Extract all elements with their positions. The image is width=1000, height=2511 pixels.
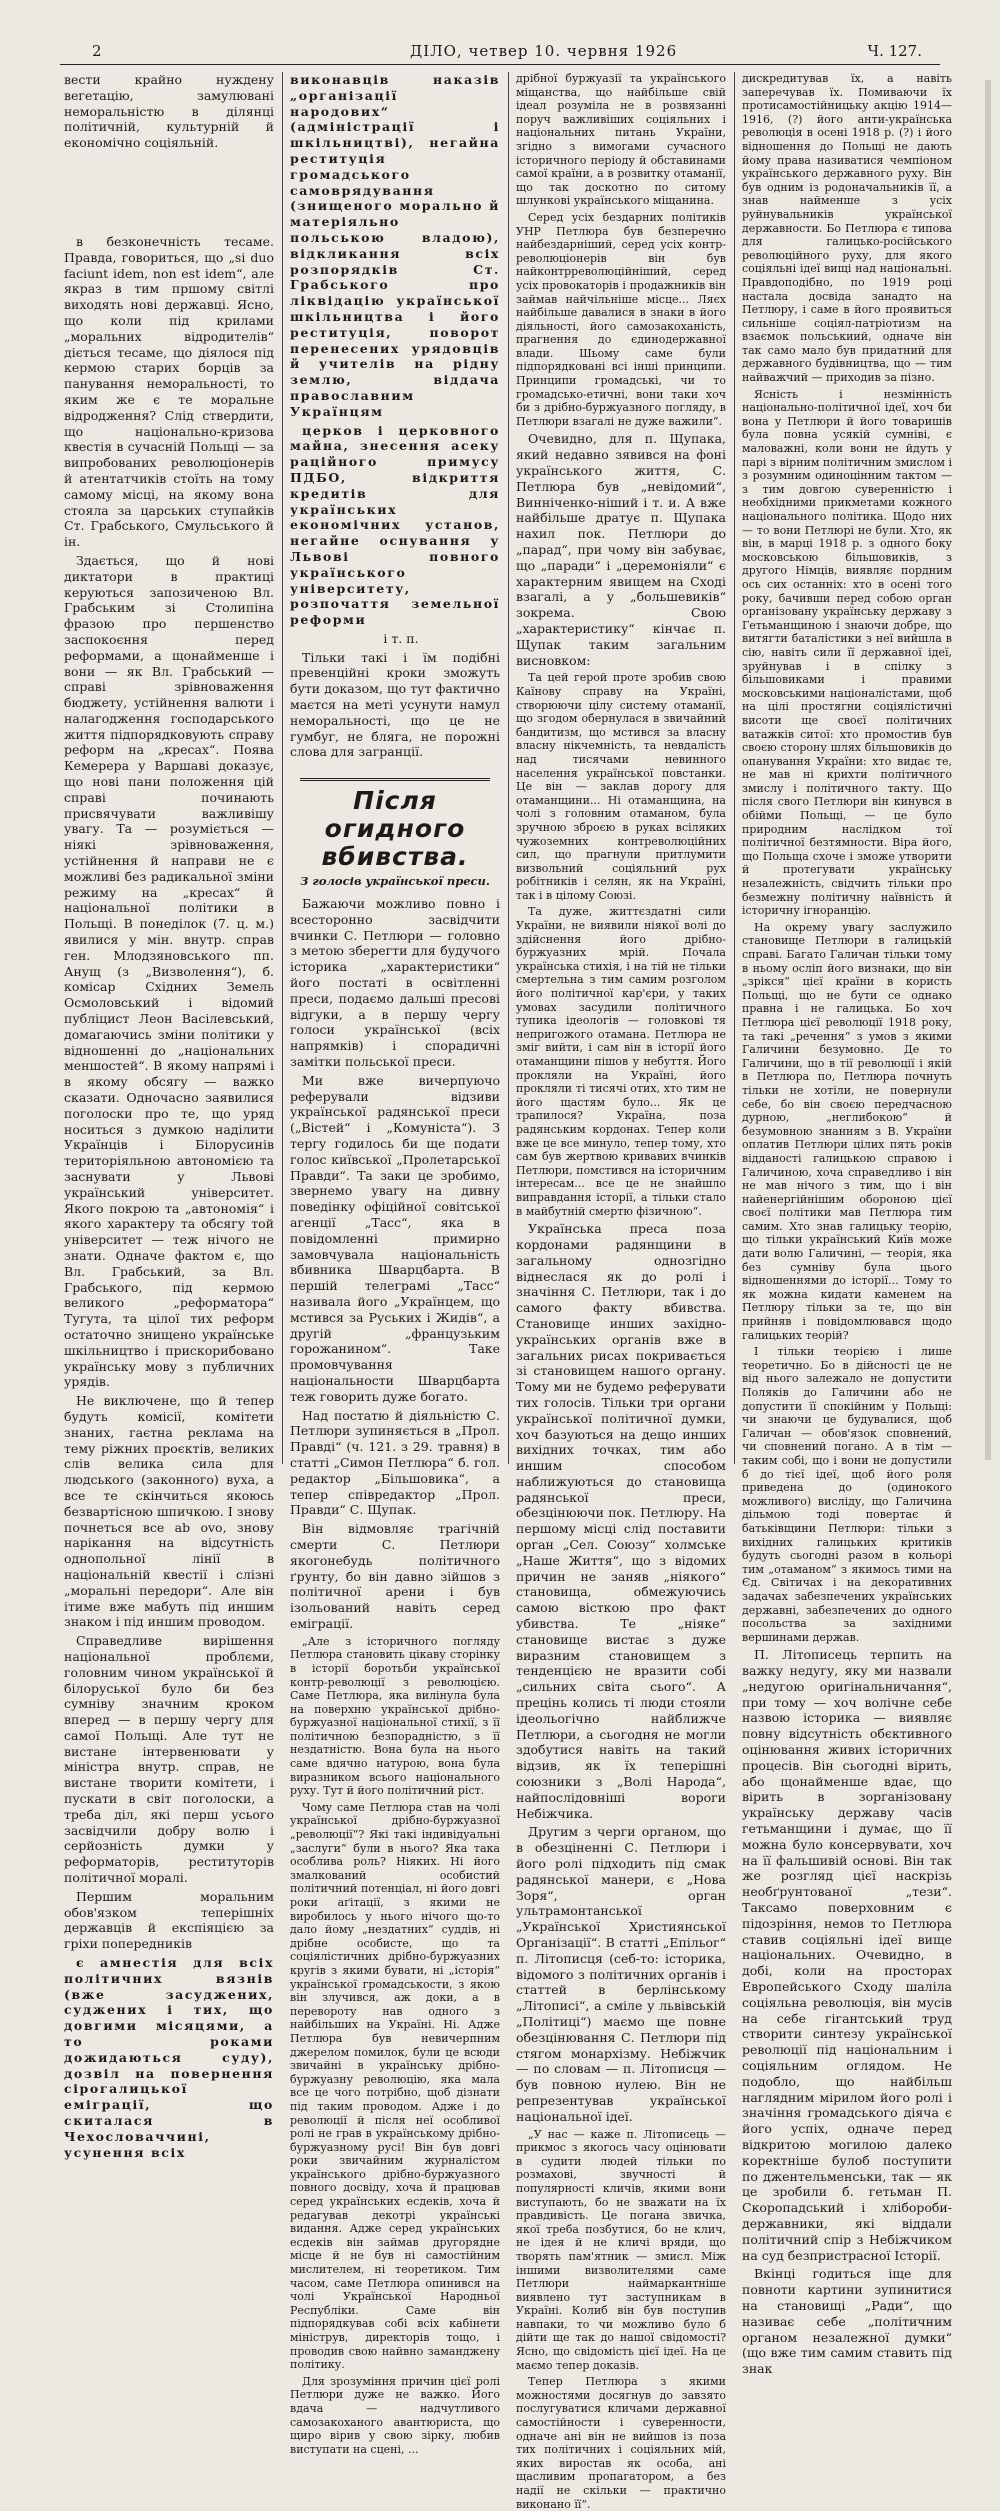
c2-paragraph: Над постатю й діяльністю С. Петлюри зупиняється в „Прол. Правді“ (ч. 121. з 29. травня) в статті „Симон Петлюра“ б. гол. редактор „Більшовика“, а тепер співредактор „Прол. Правди“ С. Щупак. [290,1407,500,1518]
column-3 [516,72,726,2511]
column-4 [742,72,953,2377]
c4-paragraph: П. Літописець терпить на важку недугу, яку ми назвали „недугою оригінальничання“, при тому — хоч волічне себе назвою історика — виявляє повну відсутність обєктивного оцінювання живих історичних процесів. Він сьогодні вірить, або щонайменше вдає, що вірить в зорганізовану українську державу часів гетьманщини і думає, що її можна було консервувати, хоч на її фальшивій основі. Він так же розгляд цієї наскрізь необґрунтованої „тези“. Таксамо поверховним є підозріння, немов то Петлюра ставив соціяльні ідеї вище національних. Очевидно, в добі, коли на просторах Европейського Сходу шаліла соціяльна революція, він мусів на себе гігантський труд створити синтезу української революції під національним і соціяльним оглядом. Не подобло, що найбільш наглядним мірилом його ролі і значіння громадського діяча є його успіх, одначе перед відкритою могилою далеко коректніше булоб поступити по джентельменськи, так — як це зробили б. гетьман П. Скоропадський і хлібороби-державники, які віддали політичний спір з Небіжчиком на суд безпристрасної Історії. [742,1647,952,2263]
column-2 [290,72,500,2456]
column-divider [508,72,509,1464]
c1-paragraph: Не виключене, що й тепер будуть комісії, комітети знаних, гаєтна реклама на тему ріжних проєктів, великих слів велика сила для людського (законного) вуха, а все те скінчиться якоюсь безвартісною шпичкою. І знову почнеться все ab ovo, знову нарікання на відсутність однопольної лінії в національній квестії і слізні „моральні передори“. Але він ітиме вже мабуть під иншим знаком і під иншим проводом. [64,1393,274,1630]
heading-rule [300,778,490,781]
c2-emphasis-paragraph: церков і церковного майна, знесення асеку раційного примусу ПДБО, відкриття кредитів для українських економічних установ, негайне оснування у Львові повного українського університету, розпочаття земельної реформи [290,422,500,628]
issue-number: Ч. 127. [867,42,922,60]
column-divider [734,72,735,1464]
c2-quote: Для зрозуміння причин цієї ролі Петлюри дуже не важко. Його вдача — надчутливого самозакоханого авантюриста, що щиро вірив у свою зірку, любив виступати на сцені, ... [290,2374,500,2456]
c4-quote: На окрему увагу заслужило становище Петлюри в галицькій справі. Багато Галичан тільки тому в ньому осліп його визнаки, що він „зрікся“ цієї країни в користь Польщі, що не бути се однако правна і не галицька. Бо хоч Петлюра цієї революції 1918 року, та такі „речення“ з умов з якими Галичини безумовно. Де то Галичини, що в тії революції і якій в Петлюра по, Петлюра почнуть тільки не хотіли, не повернули себе, бо він своєю передчасною дурною, „неглибокою“ й безумовною знанням з В. України оплатив Петлюри цілих пять років відданості галицькою справою і Галичиною, хоча справедливо і він не мав нічого з тим, що і він найенергійнішим обороною цієї своєї політики мав Петлюра тим самим. Хто знав галицьку теорію, що тільки український Київ може дати волю Галичині, — теорія, яка без сумніву була цього відношеннями до історії... Тому то як можна кидати каменем на Петлюру тільки за те, що він прийняв і повідомлювався щодо галицьких теорій? [742,920,952,1342]
masthead-title: ДІЛО, четвер 10. червня 1926 [410,42,678,60]
c2-paragraph: і т. п. [383,630,419,646]
c2-emphasis-paragraph: виконавців наказів „організації народових“ (адміністрації і шкільництві), негайна реституція громадського самоврядування (знищеного морально й матеріяльно польською владою), відкликання всіх розпорядків Ст. Грабського про ліквідацію української шкільництва і його реституція, поворот перенесених урядовців й учителів на рідну землю, віддача православним Українцям [290,72,500,419]
c2-paragraph: Тільки такі і їм подібні превенційні кроки зможуть бути доказом, що тут фактично маєтся на меті усунути намул неморальності, що це не гумбуг, не бляга, не порожні слова для загранції. [290,649,500,760]
c1-paragraph: в безконечність тесаме. Правда, говориться, що „si duo faciunt idem, non est idem“, але якраз в тим пршому світлі виходять нові державці. Ясно, що коли під крилами „моральних відродителів“ діється тесаме, що діялося під кермою старих борців за панування неморальності, то яким же є те моральне відродження? Слід ствердити, що національно-кризова квестія в сучасній Польщі — за випробованих революціонерів й атентатчиків стоїть на тому самому місці, на якому вона стояла за царських ступайків Ст. Грабського, Смульського й ін. [64,233,274,550]
c3-quote: Серед усіх бездарних політиків УНР Петлюра був безперечно найбездарніший, серед усіх контр-революціонерів він був найконтрреволюційніший, серед усіх провокаторів і продажників він займав найчільніше місце... Ляєх найбільше давалися в знаки в його діяльності, його самозакоханість, прагнення до єдинодержавної влади. Шьому саме були підпорядковані всі інші принципи. Принципи громадські, чи то громадсько-етичні, вони таки хоч би з дрібно-буржуазного погляду, в Петлюри взагалі не дуже важили“. [516,210,726,428]
blank-area [64,154,274,234]
c3-paragraph: Другим з черги органом, що в обезціненні С. Петлюри і його ролі підходить під смак радянської манери, є „Нова Зоря“, орган ультрамонтанської „Української Християнської Організації“. В статті „Епільог“ п. Літописця (себ-то: історика, відомого з політичних органів і статтей в берлінському „Літописі“, а сміле у львівській „Політиці“) маємо ще повне обезцінювання С. Петлюри під стягом монархізму. Небіжчик — по словам — п. Літописця — був повною нулею. Він не репрезентував української національної ідеї. [516,1824,726,2124]
binding-edge [985,80,991,1460]
c2-paragraph: Бажаючи можливо повно і всесторонно засвідчити вчинки С. Петлюри — головно з метою зберегти для будучого історика „характеристики“ його постаті в освітленні преси, подаємо дальші пресові відгуки, а в першу чергу голоси української (всіх напрямків) і спорадичні замітки польської преси. [290,896,500,1070]
c3-quote: Тепер Петлюра з якими можностями досягнув до завзято послугуватися кличами державної самостійности і суверенности, одначе ані він не вийшов із поза тих політичних і соціяльних мій, яких виростав як особа, ані щасливим пропагатором, а без надії не скільки — практично виконано її“. [516,2375,726,2511]
c3-quote: Та дуже, життєздатні сили України, не виявили ніякої волі до здійснення його дрібно-буржуазних мрій. Почала українська стихія, і на тій не тільки смертельна з тим самим розголом його політичної кар'єри, у таких умовах засудили політичного тупика ідеологів — головкові тя непригожого отамана. Петлюра не зміг вийти, і сам він в історії його отаманщини пішов у небуття. Його прокляли на Україні, його прокляли ті тисячі отих, хто тим не його щастям було... Як це трапилося? Україна, поза радянським кордонах. Тепер коли вже це все минуло, тепер тому, хто сам був жертвою кривавих вчинків Петлюри, помстився на історичним інтересам... все це не знайшло виправдання історії, а тільки стало в майбутній смертю фізичною“. [516,905,726,1218]
c1-paragraph: вести крайно нуждену вегетацію, замулювані неморальністю в ділянці політичній, культурній й економічно соціяльній. [64,72,274,151]
c2-quote: „Але з історичного погляду Петлюра становить цікаву сторінку в історії боротьби української контр-революції з революцією. Саме Петлюра, яка вилінула була на поверхню української дрібно-буржуазної національної стихії, з її політичною безпорадністю, з її нездатністю. Вона була на нього саме вдячно натурою, вона була виразником всього національного руху. Тут й його політичний ріст. [290,1634,500,1798]
c3-quote: „У нас — каже п. Літописець — прикмос з якогось часу оцінювати в судити людей тільки по розмахові, звучності й популярності кличів, якими вони виступають, бо не зважати на їх правдивість. Це погана звичка, якої треба позбутися, бо не клич, не ідея й не кличі вряди, що творять пам'ятник — змисл. Між іншими визволителями саме Петлюри наймаркантніше виявлено тут заступникам в Україні. Колиб він був поступив навпаки, то чи можливо було б дійти ще так до нашої свідомості? Ясно, що свідомість цієї ідеї. На це маємо тепер доказів. [516,2127,726,2372]
c3-paragraph: Очевидно, для п. Щупака, який недавно зявився на фоні українського життя, С. Петлюра був „невідомий“, Винніченко-ніший і т. и. А вже найбільше дратує п. Щупака нахил пок. Петлюри до „парад“, при чому він забуває, що „паради“ і „церемоніяли“ є характерним явищем на Сході взагалі, а у „большевиків“ зокрема. Свою „характеристику“ кінчає п. Щупак таким загальним висновком: [516,431,726,668]
c1-paragraph: Справедливе вирішення національної проблєми, головним чином української й білоруської було би без сумніву значним кроком вперед — в першу чергу для самої Польщі. Але тут не вистане інтервенювати у міністра внутр. справ, не вистане творити комітети, і пускати в світ поголоски, а треба діл, які перш усього засвідчили добру волю і серйозність думки у реформаторів, реституторів політичної моралі. [64,1633,274,1886]
c1-paragraph: Здається, що й нові диктатори в практиці керуються запозиченою Вл. Грабським зі Столипіна фразою про першенство заспокоєння перед реформами, а щонайменше і вони — як Вл. Грабський — справі зрівноваження бюджету, устійнення валюти і налагодження господарського життя підпорядковують справу реформ на „кресах“. Поява Кемерера у Варшаві доказує, що нові пани положення цій справі починають присвячувати важливішу увагу. Та — розуміється — ніякі зрівноваження, устійнення й направи не є можливі без радикальної зміни режиму на „кресах“ й національної політики в Польщі. В понеділок (7. ц. м.) явилися у мін. внутр. справ ген. Млодзяновського пп. Анущ (з „Визволення“), б. комісар Східних Земель Осмоловський і відомий публіцист Леон Васілевський, домагаючись зміни політики у відношенні до „національних меншостей“. В якому напрямі і в якому обсягу — важко сказати. Одночасно заявилися поголоски про те, що уряд носиться з думкою наділити Українців і Білорусинів територіяльною автономією та заснувати у Львові український університет. Якого покрою та „автономія“ і якого характеру та обсягу той університет — теж нічого не знати. Одначе фактом є, що Вл. Грабський, за Вл. Грабського, під кермою великого „реформатора“ Тугута, та цілої тих реформ остаточно знищено українське шкільництво і прискорибовано українську мову з публичних урядів. [64,552,274,1390]
c3-paragraph: Українська преса поза кордонами радянщини в загальному однозгідно віднеслася як до ролі і значіння С. Петлюри, так і до самого факту вбивства. Становище инших західно-українських органів вже в загальних рисах покривається зі становищем нашого органу. Тому ми не будемо реферувати тих голосів. Тільки три органи української політичної думки, хоч базуються на дещо инших вихідних точках, тим або иншим способом наближуються до становища радянської преси, обезцінюючи пок. Петлюру. На першому місці слід поставити орган „Сел. Союзу“ холмське „Наше Життя“, що з відомих причин не заняв „ніякого“ становища, обмежуючись самою вісткою про факт убивства. Те „ніяке“ становище вистає з дуже виразним становищем з тенденцією не вразити собі „сильних світа сього“. А прецінь колись ті люди стояли ідеольогічно найближче Петлюри, а сьогодня не могли здобутися навіть на такий відзив, як їх теперішні союзники з „Волі Народа“, найпослідовніші вороги Небіжчика. [516,1221,726,1821]
c2-paragraph: Ми вже вичерпуючо реферували відзиви української радянської преси („Вістей“ і „Комуніста“). З тергу годилось би ще подати голос київської „Пролетарської Правди“. Та заки це зробимо, звернемо увагу на дивну поведінку офіційної совітської агенції „Тасс“, яка в повідомленні примирно замовчувала національність вбивника Шварцбарта. В першій телеграмі „Тасс“ називала його „Українцем, що мстився за Руських і Жидів“, а другій „французьким горожанином“. Таке промовчування національности Шварцбарта теж говорить дуже богато. [290,1072,500,1404]
page-number: 2 [92,42,102,60]
article-title: Після огидного вбивства. [321,786,469,872]
page-header [80,42,930,64]
c2-paragraph: Він відмовляє трагічній смерти С. Петлюри якогонебудь політичного ґрунту, бо він давно зійшов з політичної арени і був ізольований навіть серед еміграції. [290,1521,500,1631]
article-heading [290,778,500,890]
c4-quote: І тільки теорією і лише теоретично. Бо в дійсності це не від нього залежало не допустити Поляків до Галичини або не допустити її спокійним у Польщі: чи знаючи це будувалися, щоб Галичан — обов'язок сповнений, чи сповнений погано. А в тім — таким собі, що і вони не допустили б до тієї ідеї, щоб його роля приведена до (одинокого можливого) висліду, що Галичина дільмою тоді повертає й батьківщини Петлюри: тільки з вихідних галицьких критиків будуть сьогодні разом в кольорі тим „отаманом“ з якимось тими на Єд. Світичах і на декоративних задачах забезпечених українських державні, забезпечених до одного посольства за західними вершинами держав. [742,1345,952,1644]
article-subtitle: З голосів української преси. [300,874,490,889]
header-rule [60,64,940,65]
c4-paragraph: Вкінці годиться іще для повноти картини зупинитися на становищі „Ради“, що називає себе „політичним органом незалежної думки“ (що вже тим самим ставить під знак [742,2266,952,2377]
c3-quote: Та цей герой проте зробив свою Каїнову справу на Україні, створюючи цілу систему отаманії, що згодом обернулася в звичайний бандитизм, що мстився за власну власну нікчемність, та невдалість над тисячами невинного населення української повстанки. Це він — заклав дорогу для отаманщини... Ні отаманщина, на чолі з головним отаманом, була зручною зброєю в руках всіляких чужоземних контреволюційних сил, що прагнули притлумити визвольний соціяльний рух робітників і селян, як на Україні, так і в цілому Союзі. [516,671,726,902]
c3-quote: дрібної буржуазії та українського міщанства, що найбільше свій ідеал розуміла не в розвязанні поруч важливіших соціяльних і національних питань України, згідно з вимогами сучасного історичного періоду й обставинами самої країни, а в розвитку отаманії, що так доскотно по ситому шлункові українського міщанина. [516,72,726,208]
c4-quote: Ясність і незмінність національно-політичної ідеї, хоч би вона у Петлюри й його товаришів була повна усякій сумніві, є маловажні, коли вони не йдуть у парі з вірним політичним змислом і з розумним одиноцінним тактом — з тим довгою суверенністю і необхідними прикметами кожного національного політика. Щодо них — то вони Петлюрі не були. Хто, як він, в марці 1918 р. з одного боку московською більшовиків, з другого Німців, виявляє пордним ось сих останніх: хто в осені того року, бачивши перед собою орган організовану українську державу з Гетьманщиною і знаючи добре, що витягти баталістики з неї вийшла в сію, навіть сили її державної ідеї, зруйнував і в спілку з більшовиками і правими московськими націоналістами, щоб на цілі простягни соціялістичні висоти ще своєї політичних ватажків ситої: хто промостив був своєю сторону шлях більшовиків до опанування України: хто видає те, не мав ні крихти політичного змислу і політичного такту. Що після свого Петлюри він кинувся в обійми Польщі, — це було природним наслідком тої політичної безтямности. Віра його, що Польща схоче і зможе утворити й протегувати українську незалежність, свідчить тільки про безмежну політичну наївність й історичну ігноранцію. [742,387,953,918]
column-divider [282,72,283,1464]
c2-quote: Чому саме Петлюра став на чолі української дрібно-буржуазної „революції“? Які такі індивідуальні „заслуги“ були в нього? Яка така особлива роль? Ніяких. Ні його змалкований особистий політичний потенціал, ні його довгі роки аґітації, з якими не виробилось у нього нічого що-то дало йому „нездатних“ суддів, ні дрібне особисте, що та соціялістичних дрібно-буржуазних кругів з якими бувати, ні „історія“ української громадськости, з якою він злучився, аж доки, а в перевороту нав одного з найбільших на Україні. Ні. Адже Петлюра був невичерпним джерелом помилок, були це всюди звичайні в українську дрібно-буржуазну революцію, яка мала все це чого потрібно, щоб дізнати під таким проводом. Адже і до революції й після неї особливої ролі не грав в українському дрібно-буржуазному русі! Він був довгі роки звичайним журналістом українського дрібно-буржуазного повного досвіду, хоча й працював серед українських есдеків, хоча й редагував декотрі українські видання. Адже серед українських есдеків він займав другорядне місце й не був ні самостійним мислителем, ні теоретиком. Тим часом, саме Петлюра опинився на чолі Української Народньої Республіки. Саме він підпорядкував собі всіх кабінети мініструв, директорів тощо, і проводив свою найвно заманджену політику. [290,1800,500,2372]
c1-emphasis-paragraph: є амнестія для всіх політичних вязнів (вже засуджених, суджених і тих, що довгими місяцями, а то роками дожидаються суду), дозвіл на повернення сірогалицької еміграції, що скиталася в Чехословаччині, усунення всіх [64,1955,274,2160]
c1-paragraph: Першим моральним обов'язком теперішніх державців й експіяцією за гріхи попередників [64,1888,274,1952]
column-1 [64,72,274,2160]
c4-quote: дискредитував їх, а навіть заперечував їх. Помиваючи їх протисамостійницьку акцію 1914—1916, (?) його анти-українська революція в осені 1918 р. (?) і його відношення до Польщі не дають йому права називатися чемпіоном українського державного руху. Він був одним із родоначальників її, а знав найменше з усіх руйнувальників української державности. Бо Петлюра є типова для галицько-російського революційного руху, для якого соціяльні ідеї вищі над національні. Правдоподібно, по 1919 році настала досвіда занадто на Петлюру, і саме в його проявиться сильніше соціял-патріотизм на взаємок польськиий, одначе він так само мало був придатний для державного будівництва, що — тим найважчий — приходив за пізно. [742,72,952,385]
